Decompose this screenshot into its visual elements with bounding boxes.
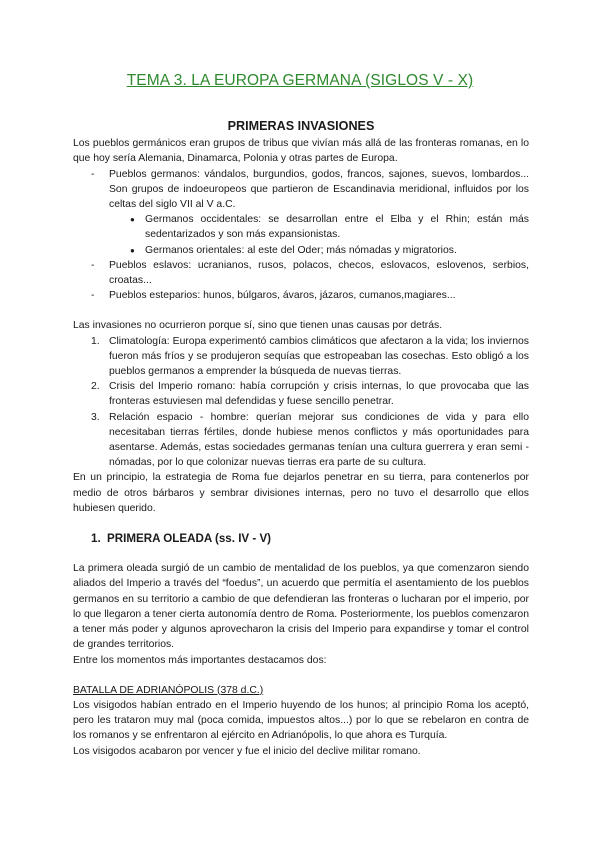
battle-conclusion: Los visigodos acabaron por vencer y fue el inicio del declive militar romano. <box>73 745 421 757</box>
spacer <box>73 546 529 561</box>
item-text: Climatología: Europa experimentó cambios climáticos que afectaron a la vida; los inviernos fueron más fríos y se produjeron sequías que estropeaban las cosechas. Esto obligó a los pueblos germanos a emprender la búsqueda de nuevas tierras. <box>109 335 529 378</box>
section-heading-primeras-invasiones: PRIMERAS INVASIONES <box>227 119 375 133</box>
spacer <box>73 303 529 318</box>
oleada-paragraph-2: Entre los momentos más importantes destacamos dos: <box>73 654 327 666</box>
list-item-cause <box>91 379 529 409</box>
list-item-germanos <box>109 167 529 258</box>
list-item-esteparios: - Pueblos esteparios: hunos, búlgaros, ávaros, jázaros, cumanos,magiares... <box>109 288 529 303</box>
section-heading-primera-oleada <box>73 531 529 546</box>
intro-paragraph: Los pueblos germánicos eran grupos de tribus que vivían más allá de las fronteras romanas, en lo que hoy sería Alemania, Dinamarca, Polonia y otras partes de Europa. <box>73 138 529 165</box>
list-item-occidentales: ● Germanos occidentales: se desarrollan entre el Elba y el Rhin; están más sedentarizados y son más expansionistas. <box>145 212 529 242</box>
item-number: 1. <box>91 335 100 347</box>
item-text: Relación espacio - hombre: querían mejorar sus condiciones de vida y para ello necesitaban tierras fértiles, donde hubiese menos conflictos y más oportunidades para asentarse. Además, estas sociedades germanas tenían una cultura guerrera y eran semi - nómadas, por lo que colonizar nuevas tierras era parte de su cultura. <box>109 411 529 469</box>
causes-intro: Las invasiones no ocurrieron porque sí, sino que tienen unas causas por detrás. <box>73 320 443 332</box>
document-title: TEMA 3. LA EUROPA GERMANA (SIGLOS V - X) <box>126 72 474 89</box>
item-text: Crisis del Imperio romano: había corrupción y crisis internas, lo que provocaba que las fronteras estuviesen mal defendidas y fuese sencillo penetrar. <box>109 381 529 408</box>
list-item-cause <box>91 410 529 471</box>
spacer <box>73 516 529 531</box>
item-number: 2. <box>91 381 100 393</box>
heading-text: PRIMERA OLEADA (ss. IV - V) <box>107 532 272 546</box>
battle-title: BATALLA DE ADRIANÓPOLIS (378 d.C.) <box>73 684 264 696</box>
list-item-orientales: ● Germanos orientales: al este del Oder; más nómadas y migratorios. <box>145 243 529 258</box>
list-item-eslavos: - Pueblos eslavos: ucranianos, rusos, polacos, checos, eslovacos, eslovenos, serbios, croatas... <box>109 258 529 288</box>
heading-number: 1. <box>91 532 101 546</box>
list-item-text: Pueblos germanos: vándalos, burgundios, godos, francos, sajones, suevos, lombardos... Son grupos de indoeuropeos que partieron de Escandinavia meridional, influidos por los celtas del siglo VII al V a.C. <box>109 168 529 211</box>
document-body <box>73 119 529 759</box>
germanic-sublist <box>109 212 529 258</box>
strategy-paragraph: En un principio, la estrategia de Roma fue dejarlos penetrar en su tierra, para contenerlos por medio de otros bárbaros y sembrar divisiones internas, pero no tuvo el desarrollo que ellos hubiesen querido. <box>73 472 529 514</box>
oleada-paragraph: La primera oleada surgió de un cambio de mentalidad de los pueblos, ya que comenzaron siendo aliados del Imperio a través del “foedus”, un acuerdo que permitía el asentamiento de los pueblos germanos en su territorio a cambio de que defendieran las fronteras o lucharan por el imperio, por lo que llegaron a tener cierta autonomía dentro de Roma. Posteriormente, los pueblos comenzaron a tener más poder y algunos aprovecharon la crisis del Imperio para expandirse y tomar el control de grandes territorios. <box>73 563 529 651</box>
list-item-cause <box>91 334 529 380</box>
spacer <box>73 668 529 683</box>
battle-paragraph: Los visigodos habían entrado en el Imperio huyendo de los hunos; al principio Roma los aceptó, pero les trataron muy mal (poca comida, impuestos altos...) por lo que se rebelaron en contra de los romanos y se enfrentaron al ejército en Adrianópolis, lo que ahora es Turquía. <box>73 699 529 742</box>
peoples-list <box>73 167 529 304</box>
causes-list <box>73 334 529 471</box>
item-number: 3. <box>91 411 100 423</box>
